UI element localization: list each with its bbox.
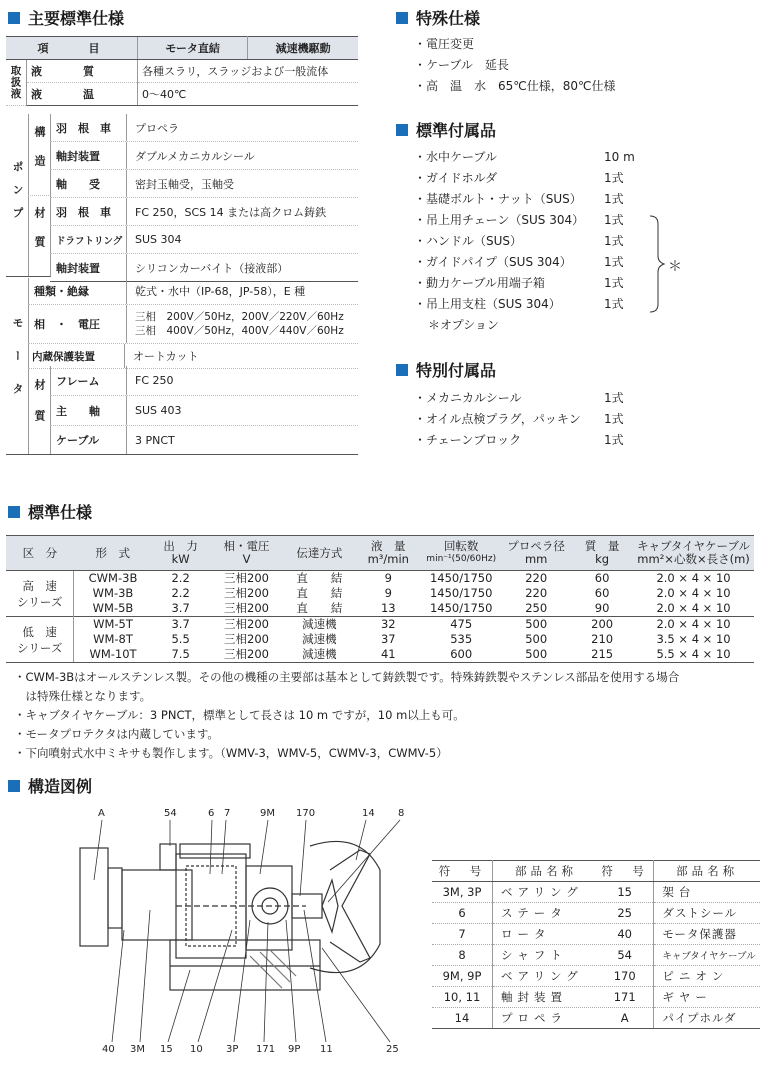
motor-row: フレーム FC 250 (50, 366, 358, 396)
callout-label: 3M (130, 1044, 145, 1055)
col-header: 質 量 kg (571, 536, 633, 571)
header-item: 項 目 (6, 37, 137, 60)
col-header: プロペラ径 mm (501, 536, 571, 571)
list-item: ・オイル点検プラグ，パッキン 1式 (414, 412, 624, 426)
structure-drawing (60, 810, 420, 1060)
main-spec-title: 主要標準仕様 (8, 6, 124, 29)
pump-row: 軸 受 密封玉軸受，玉軸受 (50, 170, 358, 198)
special-accessories-title: 特別付属品 (396, 358, 496, 381)
std-accessories-title: 標準付属品 (396, 118, 496, 141)
note-line: ・CWM-3Bはオールステンレス製。その他の機種の主要部は基本として鋳鉄製です。特殊鋳鉄製やステンレス部品を使用する場合 (14, 670, 680, 684)
table-row: WM-5B 3.7 三相200 直 結 13 1450/1750 250 90 2.0 × 4 × 10 (92, 601, 731, 615)
section-marker-icon (8, 12, 20, 24)
parts-table-left: 符 号 部品名称 3M, 3P ベアリング 6 ステータ 7 ロータ 8 シャフト 9M, 9P ベアリング 10, 11 軸封装置 14 プロペラ (432, 860, 599, 1029)
motor-row: ケーブル 3 PNCT (50, 426, 358, 455)
table-row: 高 速 シリーズ CWM-3B 2.2 三相200 直 結 9 1450/1750 220 60 2.0 × 4 × 10 (6, 571, 754, 587)
table-row: 9M, 9P ベアリング (432, 966, 599, 987)
special-accessories-list (414, 388, 624, 451)
spec-label: 液 温 (27, 83, 138, 106)
callout-label: 8 (398, 808, 405, 819)
callout-label: 9M (260, 808, 275, 819)
std-spec-header (6, 536, 754, 571)
list-item: ・動力ケーブル用端子箱 1式 (414, 276, 624, 290)
table-row: A パイプホルダ (596, 1008, 760, 1029)
motor-mat-label: 材質 (28, 366, 51, 455)
list-item: ・吊上用支柱（SUS 304） 1式 (414, 297, 624, 311)
list-item: ・メカニカルシール 1式 (414, 391, 624, 405)
spec-label: 液 質 (27, 60, 138, 83)
list-item: ・ハンドル（SUS） 1式 (414, 234, 624, 248)
list-item: ・水中ケーブル 10 m (414, 150, 635, 164)
callout-label: 11 (320, 1044, 333, 1055)
callout-label: A (98, 808, 105, 819)
motor-row: 内蔵保護装置 オートカット (28, 344, 358, 369)
table-row: 25 ダストシール (596, 903, 760, 924)
col-header: 出 力 kW (152, 536, 210, 571)
main-spec-header (6, 37, 358, 60)
col-header: 相・電圧 V (210, 536, 284, 571)
section-marker-icon (396, 12, 408, 24)
pump-row: 軸封装置 ダブルメカニカルシール (50, 142, 358, 170)
callout-label: 54 (164, 808, 177, 819)
section-marker-icon (8, 506, 20, 518)
col-header: 形 式 (74, 536, 152, 571)
motor-row: 相 ・ 電圧 三相 200V／50Hz，200V／220V／60Hz 三相 400V／50Hz，400V／440V／60Hz (28, 305, 358, 344)
list-item: ・ガイドホルダ 1式 (414, 171, 624, 185)
table-row: 8 シャフト (432, 945, 599, 966)
table-row: 7 ロータ (432, 924, 599, 945)
callout-label: 9P (288, 1044, 301, 1055)
motor-row: 種類・絶縁 乾式・水中（IP-68，JP-58），E 種 (28, 278, 358, 305)
spec-value: 各種スラリ，スラッジおよび一般流体 (137, 60, 358, 83)
pump-row: 羽 根 車 FC 250，SCS 14 または高クロム鋳鉄 (50, 198, 358, 226)
table-row: 10, 11 軸封装置 (432, 987, 599, 1008)
parts-table-right: 符 号 部品名称 15 架台 25 ダストシール 40 モータ保護器 54 キャブタイヤケーブル 170 ピニオン 171 ギヤー A パイプホルダ (596, 860, 760, 1029)
pump-row: 羽 根 車 プロペラ (50, 114, 358, 142)
special-spec-list (414, 34, 616, 97)
pump-row: 軸封装置 シリコンカーバイト（接液部） (50, 254, 358, 282)
callout-label: 6 (208, 808, 215, 819)
callout-label: 7 (224, 808, 231, 819)
pump-mat-label: 材質 (28, 195, 51, 277)
section-marker-icon (8, 780, 20, 792)
callout-label: 3P (226, 1044, 239, 1055)
callout-label: 40 (102, 1044, 115, 1055)
main-spec-table (6, 36, 358, 106)
table-row: 15 架台 (596, 882, 760, 903)
handling-group: 取扱液 (6, 60, 27, 106)
spec-value: 0～40℃ (137, 83, 358, 106)
table-row: 54 キャブタイヤケーブル (596, 945, 760, 966)
list-item: ・電圧変更 (414, 37, 475, 51)
handling-row (6, 60, 358, 83)
header-direct: モータ直結 (137, 37, 247, 60)
section-marker-icon (396, 124, 408, 136)
std-spec-notes (14, 668, 754, 763)
option-note: ＊オプション (428, 318, 499, 332)
col-header: 伝達方式 (283, 536, 355, 571)
section-marker-icon (396, 364, 408, 376)
table-row: 3M, 3P ベアリング (432, 882, 599, 903)
list-item: ・基礎ボルト・ナット（SUS） 1式 (414, 192, 624, 206)
std-spec-title: 標準仕様 (8, 500, 92, 523)
pump-row: ドラフトリング SUS 304 (50, 226, 358, 254)
callout-label: 15 (160, 1044, 173, 1055)
motor-row: 主 軸 SUS 403 (50, 396, 358, 426)
callout-label: 170 (296, 808, 316, 819)
col-header: 区 分 (6, 536, 74, 571)
table-row: WM-10T 7.5 三相200 減速機 41 600 500 215 5.5 × 4 × 10 (6, 647, 754, 663)
pump-group-label: ポンプ (6, 114, 29, 277)
std-accessories-list (414, 147, 635, 336)
note-line: ・下向噴射式水中ミキサも製作します。（WMV-3，WMV-5，CWMV-3，CWMV-5） (14, 746, 448, 760)
list-item: ・高 温 水 65℃仕様，80℃仕様 (414, 79, 616, 93)
header-reducer: 減速機駆動 (248, 37, 358, 60)
special-spec-title: 特殊仕様 (396, 6, 480, 29)
list-item: ・チェーンブロック 1式 (414, 433, 624, 447)
col-header: 回転数 min⁻¹(50/60Hz) (421, 536, 501, 571)
std-spec-table (6, 535, 754, 663)
note-line: は特殊仕様となります。 (14, 689, 152, 703)
note-line: ・モータプロテクタは内蔵しています。 (14, 727, 219, 741)
col-header: 液 量 m³/min (355, 536, 421, 571)
list-item: ・吊上用チェーン（SUS 304） 1式 (414, 213, 624, 227)
callout-label: 171 (256, 1044, 276, 1055)
table-row: 低 速 シリーズ WM-5T 3.7 三相200 減速機 32 475 500 200 2.0 × 4 × 10 (6, 617, 754, 633)
option-bracket-icon (648, 214, 668, 314)
callout-label: 10 (190, 1044, 203, 1055)
callout-label: 14 (362, 808, 375, 819)
table-row: 171 ギヤー (596, 987, 760, 1008)
list-item: ・ケーブル 延長 (414, 58, 509, 72)
table-row: WM-3B 2.2 三相200 直 結 9 1450/1750 220 60 2.0 × 4 × 10 (92, 586, 731, 600)
col-header: キャブタイヤケーブル mm²×心数×長さ(m) (633, 536, 754, 571)
structure-title: 構造図例 (8, 774, 92, 797)
table-row: 6 ステータ (432, 903, 599, 924)
note-line: ・キャブタイヤケーブル：3 PNCT，標準として長さは 10 m ですが，10 m以上も可。 (14, 708, 465, 722)
list-item: ・ガイドパイプ（SUS 304） 1式 (414, 255, 624, 269)
table-row: 40 モータ保護器 (596, 924, 760, 945)
callout-label: 25 (386, 1044, 399, 1055)
option-star: ＊ (668, 259, 682, 275)
table-row: 170 ピニオン (596, 966, 760, 987)
handling-row (6, 83, 358, 106)
pump-struct-label: 構造 (28, 114, 51, 196)
table-row: 14 プロペラ (432, 1008, 599, 1029)
table-row: WM-8T 5.5 三相200 減速機 37 535 500 210 3.5 × 4 × 10 (93, 632, 731, 646)
motor-group-label: モータ (6, 278, 29, 455)
